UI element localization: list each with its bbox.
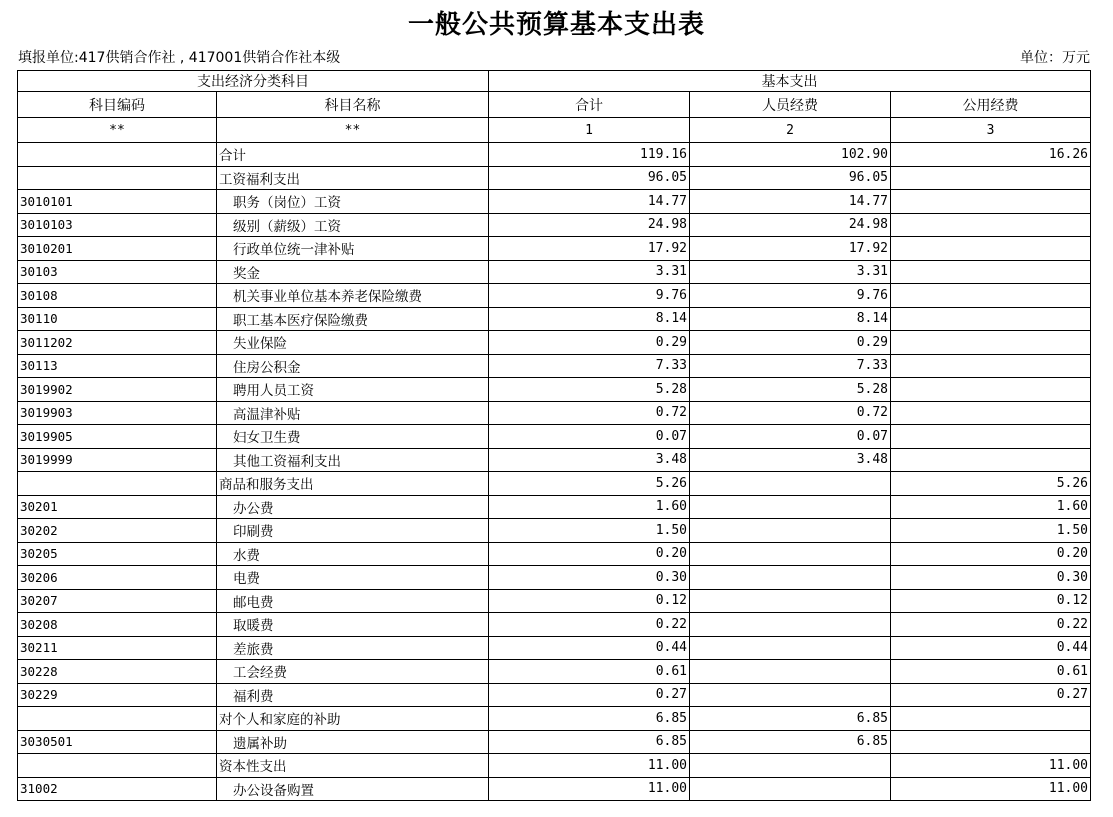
index-total: 1 <box>489 118 690 143</box>
row-code-cell <box>18 166 217 190</box>
row-code-cell: 31002 <box>18 777 217 801</box>
row-total-cell: 0.12 <box>489 589 690 613</box>
row-total-cell: 7.33 <box>489 354 690 378</box>
row-public-cell <box>891 707 1091 731</box>
row-public-cell <box>891 378 1091 402</box>
table-row <box>18 683 1091 707</box>
row-public-cell <box>891 284 1091 308</box>
row-code-cell: 30113 <box>18 354 217 378</box>
row-public-cell <box>891 237 1091 261</box>
header-column-row <box>18 92 1091 118</box>
row-code-cell: 3010103 <box>18 213 217 237</box>
row-code-cell: 30208 <box>18 613 217 637</box>
row-name-cell: 住房公积金 <box>217 354 489 378</box>
row-public-cell <box>891 448 1091 472</box>
header-econ-category: 支出经济分类科目 <box>18 71 489 92</box>
row-total-cell: 1.50 <box>489 519 690 543</box>
row-total-cell: 3.31 <box>489 260 690 284</box>
row-code-cell: 30206 <box>18 566 217 590</box>
row-personnel-cell: 7.33 <box>690 354 891 378</box>
row-code-cell: 30103 <box>18 260 217 284</box>
row-personnel-cell: 5.28 <box>690 378 891 402</box>
row-code-cell <box>18 472 217 496</box>
row-code-cell <box>18 143 217 167</box>
header-name: 科目名称 <box>217 92 489 118</box>
row-name-cell: 职工基本医疗保险缴费 <box>217 307 489 331</box>
row-name-cell: 福利费 <box>217 683 489 707</box>
row-public-cell: 11.00 <box>891 754 1091 778</box>
row-name-cell: 遗属补助 <box>217 730 489 754</box>
row-code-cell: 3019902 <box>18 378 217 402</box>
header-index-row <box>18 118 1091 143</box>
row-personnel-cell <box>690 589 891 613</box>
table-row <box>18 636 1091 660</box>
row-total-cell: 0.29 <box>489 331 690 355</box>
table-row <box>18 495 1091 519</box>
row-name-cell: 办公费 <box>217 495 489 519</box>
row-public-cell <box>891 354 1091 378</box>
row-total-cell: 14.77 <box>489 190 690 214</box>
row-personnel-cell <box>690 472 891 496</box>
row-personnel-cell: 102.90 <box>690 143 891 167</box>
row-name-cell: 资本性支出 <box>217 754 489 778</box>
row-personnel-cell <box>690 495 891 519</box>
row-total-cell: 96.05 <box>489 166 690 190</box>
table-body <box>18 143 1091 801</box>
row-total-cell: 5.26 <box>489 472 690 496</box>
row-name-cell: 级别（薪级）工资 <box>217 213 489 237</box>
header-public: 公用经费 <box>891 92 1091 118</box>
table-row <box>18 754 1091 778</box>
header-personnel: 人员经费 <box>690 92 891 118</box>
table-row <box>18 307 1091 331</box>
table-row <box>18 284 1091 308</box>
row-personnel-cell: 6.85 <box>690 730 891 754</box>
table-row <box>18 166 1091 190</box>
table-row <box>18 566 1091 590</box>
table-row <box>18 331 1091 355</box>
row-public-cell <box>891 425 1091 449</box>
row-public-cell: 0.27 <box>891 683 1091 707</box>
row-name-cell: 商品和服务支出 <box>217 472 489 496</box>
row-total-cell: 17.92 <box>489 237 690 261</box>
row-name-cell: 取暖费 <box>217 613 489 637</box>
table-row <box>18 425 1091 449</box>
report-meta <box>18 47 1090 69</box>
header-group-row <box>18 71 1091 92</box>
row-code-cell <box>18 707 217 731</box>
row-name-cell: 失业保险 <box>217 331 489 355</box>
row-personnel-cell: 96.05 <box>690 166 891 190</box>
row-public-cell: 16.26 <box>891 143 1091 167</box>
row-total-cell: 9.76 <box>489 284 690 308</box>
row-public-cell: 1.60 <box>891 495 1091 519</box>
row-public-cell <box>891 166 1091 190</box>
table-row <box>18 707 1091 731</box>
table-row <box>18 378 1091 402</box>
row-personnel-cell: 0.07 <box>690 425 891 449</box>
row-total-cell: 11.00 <box>489 777 690 801</box>
row-name-cell: 其他工资福利支出 <box>217 448 489 472</box>
table-row <box>18 448 1091 472</box>
row-public-cell: 0.44 <box>891 636 1091 660</box>
row-name-cell: 合计 <box>217 143 489 167</box>
row-personnel-cell <box>690 660 891 684</box>
row-public-cell <box>891 260 1091 284</box>
row-public-cell <box>891 401 1091 425</box>
row-total-cell: 0.27 <box>489 683 690 707</box>
row-name-cell: 工会经费 <box>217 660 489 684</box>
row-personnel-cell: 17.92 <box>690 237 891 261</box>
row-code-cell: 30110 <box>18 307 217 331</box>
row-code-cell: 30205 <box>18 542 217 566</box>
row-public-cell: 0.20 <box>891 542 1091 566</box>
row-name-cell: 电费 <box>217 566 489 590</box>
row-public-cell: 0.61 <box>891 660 1091 684</box>
row-personnel-cell <box>690 636 891 660</box>
row-personnel-cell: 8.14 <box>690 307 891 331</box>
row-name-cell: 奖金 <box>217 260 489 284</box>
row-code-cell: 3011202 <box>18 331 217 355</box>
row-name-cell: 差旅费 <box>217 636 489 660</box>
row-code-cell: 30108 <box>18 284 217 308</box>
row-total-cell: 0.07 <box>489 425 690 449</box>
row-code-cell: 30229 <box>18 683 217 707</box>
table-row <box>18 519 1091 543</box>
row-code-cell: 30201 <box>18 495 217 519</box>
row-name-cell: 行政单位统一津补贴 <box>217 237 489 261</box>
row-personnel-cell: 24.98 <box>690 213 891 237</box>
row-code-cell <box>18 754 217 778</box>
index-name: ** <box>217 118 489 143</box>
reporting-unit: 填报单位:417供销合作社 , 417001供销合作社本级 <box>18 50 341 66</box>
header-total: 合计 <box>489 92 690 118</box>
table-row <box>18 660 1091 684</box>
row-total-cell: 119.16 <box>489 143 690 167</box>
row-name-cell: 妇女卫生费 <box>217 425 489 449</box>
row-name-cell: 水费 <box>217 542 489 566</box>
row-code-cell: 30211 <box>18 636 217 660</box>
row-code-cell: 3019905 <box>18 425 217 449</box>
row-code-cell: 30207 <box>18 589 217 613</box>
row-public-cell: 11.00 <box>891 777 1091 801</box>
row-public-cell <box>891 213 1091 237</box>
row-total-cell: 0.44 <box>489 636 690 660</box>
row-name-cell: 邮电费 <box>217 589 489 613</box>
row-total-cell: 6.85 <box>489 730 690 754</box>
row-personnel-cell <box>690 613 891 637</box>
row-name-cell: 工资福利支出 <box>217 166 489 190</box>
row-personnel-cell: 3.48 <box>690 448 891 472</box>
row-public-cell: 0.22 <box>891 613 1091 637</box>
row-name-cell: 印刷费 <box>217 519 489 543</box>
row-personnel-cell <box>690 542 891 566</box>
row-total-cell: 11.00 <box>489 754 690 778</box>
row-name-cell: 机关事业单位基本养老保险缴费 <box>217 284 489 308</box>
row-personnel-cell <box>690 777 891 801</box>
row-personnel-cell <box>690 754 891 778</box>
row-total-cell: 0.61 <box>489 660 690 684</box>
row-total-cell: 5.28 <box>489 378 690 402</box>
row-public-cell <box>891 307 1091 331</box>
index-code: ** <box>18 118 217 143</box>
row-name-cell: 高温津补贴 <box>217 401 489 425</box>
budget-table <box>17 70 1091 801</box>
row-total-cell: 0.20 <box>489 542 690 566</box>
row-total-cell: 0.72 <box>489 401 690 425</box>
row-code-cell: 30202 <box>18 519 217 543</box>
header-basic-expenditure: 基本支出 <box>489 71 1091 92</box>
row-personnel-cell <box>690 519 891 543</box>
row-personnel-cell <box>690 683 891 707</box>
row-personnel-cell: 9.76 <box>690 284 891 308</box>
table-row <box>18 190 1091 214</box>
table-row <box>18 213 1091 237</box>
table-row <box>18 613 1091 637</box>
row-public-cell: 0.30 <box>891 566 1091 590</box>
row-public-cell: 5.26 <box>891 472 1091 496</box>
table-row <box>18 143 1091 167</box>
row-total-cell: 8.14 <box>489 307 690 331</box>
table-row <box>18 354 1091 378</box>
table-row <box>18 589 1091 613</box>
row-total-cell: 6.85 <box>489 707 690 731</box>
row-personnel-cell: 6.85 <box>690 707 891 731</box>
row-code-cell: 3010101 <box>18 190 217 214</box>
row-total-cell: 0.22 <box>489 613 690 637</box>
row-personnel-cell: 14.77 <box>690 190 891 214</box>
row-personnel-cell: 3.31 <box>690 260 891 284</box>
row-total-cell: 3.48 <box>489 448 690 472</box>
row-total-cell: 0.30 <box>489 566 690 590</box>
table-row <box>18 237 1091 261</box>
table-row <box>18 730 1091 754</box>
table-row <box>18 401 1091 425</box>
row-name-cell: 办公设备购置 <box>217 777 489 801</box>
row-personnel-cell <box>690 566 891 590</box>
row-code-cell: 3030501 <box>18 730 217 754</box>
row-public-cell <box>891 190 1091 214</box>
row-code-cell: 30228 <box>18 660 217 684</box>
header-code: 科目编码 <box>18 92 217 118</box>
row-name-cell: 职务（岗位）工资 <box>217 190 489 214</box>
row-name-cell: 聘用人员工资 <box>217 378 489 402</box>
row-code-cell: 3019999 <box>18 448 217 472</box>
page-title: 一般公共预算基本支出表 <box>407 10 705 40</box>
row-personnel-cell: 0.29 <box>690 331 891 355</box>
row-public-cell: 0.12 <box>891 589 1091 613</box>
row-public-cell <box>891 730 1091 754</box>
index-public: 3 <box>891 118 1091 143</box>
row-name-cell: 对个人和家庭的补助 <box>217 707 489 731</box>
table-row <box>18 472 1091 496</box>
row-public-cell <box>891 331 1091 355</box>
table-row <box>18 777 1091 801</box>
row-code-cell: 3019903 <box>18 401 217 425</box>
row-code-cell: 3010201 <box>18 237 217 261</box>
row-total-cell: 1.60 <box>489 495 690 519</box>
row-public-cell: 1.50 <box>891 519 1091 543</box>
row-personnel-cell: 0.72 <box>690 401 891 425</box>
table-row <box>18 542 1091 566</box>
index-personnel: 2 <box>690 118 891 143</box>
table-row <box>18 260 1091 284</box>
row-total-cell: 24.98 <box>489 213 690 237</box>
currency-unit: 单位：万元 <box>1020 50 1090 66</box>
